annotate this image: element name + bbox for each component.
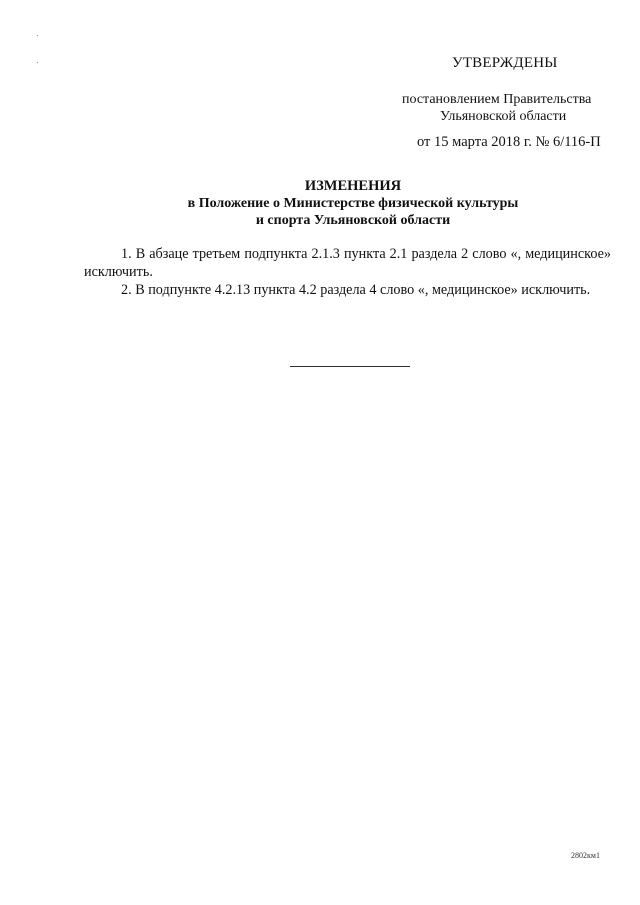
amendment-item-1-text: 1. В абзаце третьем подпункта 2.1.3 пункта 2.1 раздела 2 слово «, медицинское» исключить. xyxy=(84,246,611,280)
approval-title: УТВЕРЖДЕНЫ xyxy=(452,55,558,71)
approval-decree-line-2: Ульяновской области xyxy=(440,109,567,124)
amendment-item-1 xyxy=(84,245,611,281)
document-heading: ИЗМЕНЕНИЯ xyxy=(304,178,402,194)
scan-speck xyxy=(37,35,38,36)
end-divider xyxy=(290,366,410,367)
approval-decree-line-1: постановлением Правительства xyxy=(402,92,592,107)
amendment-item-2-text: 2. В подпункте 4.2.13 пункта 4.2 раздела 4 слово «, медицинское» исключить. xyxy=(121,282,591,298)
scan-speck xyxy=(37,62,38,63)
amendment-item-2 xyxy=(84,281,611,299)
footer-document-code: 2802км1 xyxy=(571,851,600,860)
approval-date-number: от 15 марта 2018 г. № 6/116-П xyxy=(417,134,601,150)
document-subheading-line-2: и спорта Ульяновской области xyxy=(255,213,451,228)
document-subheading-line-1: в Положение о Министерстве физической культуры xyxy=(187,196,519,211)
